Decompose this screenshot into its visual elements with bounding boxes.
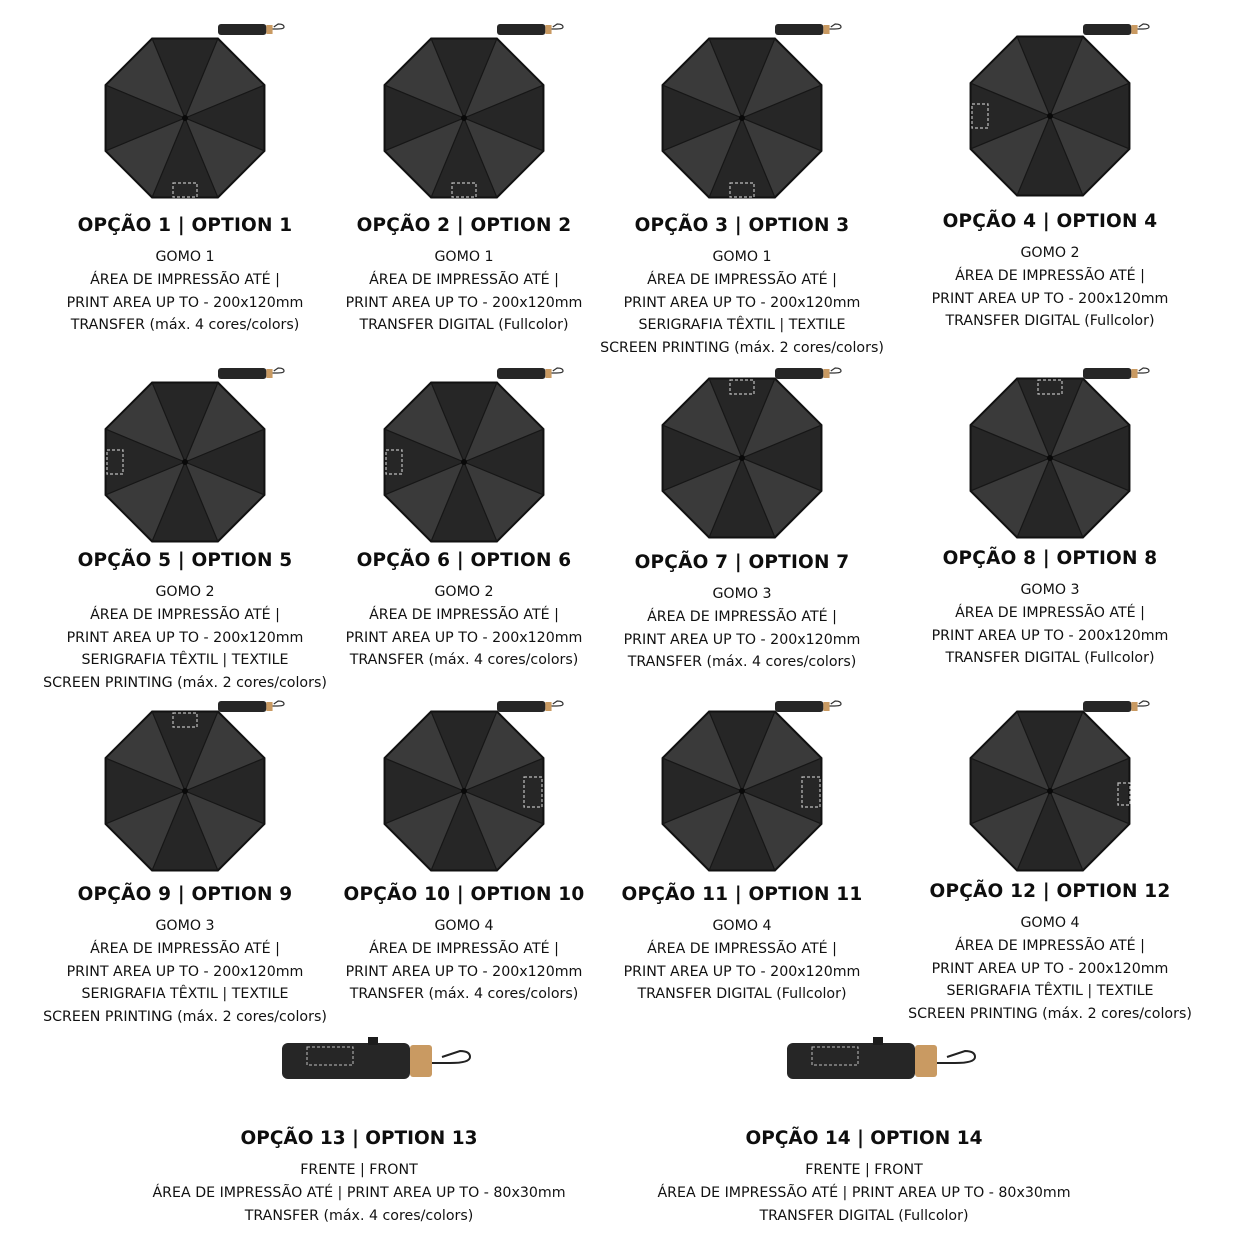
option-detail-line: SERIGRAFIA TÊXTIL | TEXTILE (638, 317, 846, 334)
closed-umbrella-icon (1083, 364, 1165, 384)
option-detail-line: PRINT AREA UP TO - 200x120mm (623, 963, 861, 980)
option-detail-line: ÁREA DE IMPRESSÃO ATÉ | (955, 604, 1145, 621)
option-detail-line: TRANSFER (máx. 4 cores/colors) (349, 652, 579, 669)
option-detail-line: SCREEN PRINTING (máx. 2 cores/colors) (908, 1006, 1192, 1023)
closed-umbrella-icon (282, 1035, 482, 1085)
option-detail-line: PRINT AREA UP TO - 200x120mm (66, 963, 304, 980)
option-detail-line: ÁREA DE IMPRESSÃO ATÉ | (369, 606, 559, 623)
option-detail-line: SCREEN PRINTING (máx. 2 cores/colors) (43, 675, 327, 692)
option-detail-line: PRINT AREA UP TO - 200x120mm (931, 627, 1169, 644)
option-detail-line: TRANSFER DIGITAL (Fullcolor) (759, 1208, 969, 1225)
option-title: OPÇÃO 7 | OPTION 7 (634, 552, 850, 573)
option-detail-line: TRANSFER DIGITAL (Fullcolor) (945, 650, 1155, 667)
option-title: OPÇÃO 1 | OPTION 1 (77, 215, 293, 236)
option-details (870, 579, 1230, 670)
closed-umbrella-icon (787, 1035, 987, 1085)
option-details (870, 912, 1230, 1026)
option-detail-line: PRINT AREA UP TO - 200x120mm (66, 629, 304, 646)
closed-umbrella-icon (1083, 697, 1165, 717)
option-detail-line: ÁREA DE IMPRESSÃO ATÉ | PRINT AREA UP TO - 80x30mm (657, 1185, 1071, 1202)
option-title: OPÇÃO 10 | OPTION 10 (343, 884, 585, 905)
umbrella-top-view-icon (334, 352, 594, 572)
option-detail-line: ÁREA DE IMPRESSÃO ATÉ | (369, 940, 559, 957)
option-details (562, 583, 922, 674)
option-title: OPÇÃO 2 | OPTION 2 (356, 215, 572, 236)
option-detail-line: TRANSFER (máx. 4 cores/colors) (244, 1208, 474, 1225)
option-title: OPÇÃO 9 | OPTION 9 (77, 884, 293, 905)
option-details (99, 1159, 619, 1229)
option-detail-line: SERIGRAFIA TÊXTIL | TEXTILE (81, 986, 289, 1003)
option-detail-line: FRENTE | FRONT (805, 1162, 923, 1178)
option-detail-line: ÁREA DE IMPRESSÃO ATÉ | (647, 608, 837, 625)
option-detail-line: ÁREA DE IMPRESSÃO ATÉ | (647, 940, 837, 957)
closed-umbrella-icon (1083, 20, 1165, 40)
option-detail-line: GOMO 2 (434, 584, 494, 600)
option-detail-line: FRENTE | FRONT (300, 1162, 418, 1178)
option-detail-line: ÁREA DE IMPRESSÃO ATÉ | (369, 271, 559, 288)
option-detail-line: GOMO 4 (1020, 915, 1080, 931)
closed-umbrella-icon (497, 364, 579, 384)
option-detail-line: GOMO 1 (434, 249, 494, 265)
option-detail-line: ÁREA DE IMPRESSÃO ATÉ | (90, 606, 280, 623)
option-detail-line: PRINT AREA UP TO - 200x120mm (623, 631, 861, 648)
option-detail-line: TRANSFER DIGITAL (Fullcolor) (945, 313, 1155, 330)
option-detail-line: PRINT AREA UP TO - 200x120mm (345, 629, 583, 646)
option-title: OPÇÃO 14 | OPTION 14 (745, 1128, 983, 1149)
option-detail-line: SCREEN PRINTING (máx. 2 cores/colors) (43, 1009, 327, 1026)
closed-umbrella-icon (497, 697, 579, 717)
option-detail-line: GOMO 3 (155, 918, 215, 934)
closed-umbrella-icon (218, 697, 300, 717)
option-detail-line: PRINT AREA UP TO - 200x120mm (931, 290, 1169, 307)
option-detail-line: GOMO 1 (155, 249, 215, 265)
option-details (604, 1159, 1124, 1229)
option-title: OPÇÃO 12 | OPTION 12 (929, 881, 1171, 902)
umbrella-top-view-icon (55, 352, 315, 572)
closed-umbrella-icon (497, 20, 579, 40)
option-detail-line: GOMO 4 (712, 918, 772, 934)
option-title: OPÇÃO 8 | OPTION 8 (942, 548, 1158, 569)
option-title: OPÇÃO 5 | OPTION 5 (77, 550, 293, 571)
closed-umbrella-icon (218, 364, 300, 384)
option-detail-line: ÁREA DE IMPRESSÃO ATÉ | (955, 267, 1145, 284)
option-detail-line: GOMO 3 (712, 586, 772, 602)
option-detail-line: SERIGRAFIA TÊXTIL | TEXTILE (946, 983, 1154, 1000)
option-detail-line: ÁREA DE IMPRESSÃO ATÉ | PRINT AREA UP TO - 80x30mm (152, 1185, 566, 1202)
option-title: OPÇÃO 11 | OPTION 11 (621, 884, 863, 905)
option-detail-line: TRANSFER (máx. 4 cores/colors) (70, 317, 300, 334)
option-detail-line: SCREEN PRINTING (máx. 2 cores/colors) (600, 340, 884, 357)
option-detail-line: PRINT AREA UP TO - 200x120mm (345, 963, 583, 980)
option-detail-line: ÁREA DE IMPRESSÃO ATÉ | (90, 271, 280, 288)
option-details (562, 246, 922, 360)
umbrella-top-view-icon (612, 8, 872, 228)
closed-umbrella-icon (775, 20, 857, 40)
closed-umbrella-icon (218, 20, 300, 40)
option-detail-line: TRANSFER DIGITAL (Fullcolor) (359, 317, 569, 334)
option-detail-line: PRINT AREA UP TO - 200x120mm (931, 960, 1169, 977)
option-detail-line: PRINT AREA UP TO - 200x120mm (623, 294, 861, 311)
umbrella-top-view-icon (55, 8, 315, 228)
option-detail-line: ÁREA DE IMPRESSÃO ATÉ | (647, 271, 837, 288)
option-detail-line: SERIGRAFIA TÊXTIL | TEXTILE (81, 652, 289, 669)
option-detail-line: GOMO 2 (1020, 245, 1080, 261)
option-detail-line: PRINT AREA UP TO - 200x120mm (345, 294, 583, 311)
option-detail-line: ÁREA DE IMPRESSÃO ATÉ | (90, 940, 280, 957)
option-details (562, 915, 922, 1006)
option-detail-line: TRANSFER (máx. 4 cores/colors) (349, 986, 579, 1003)
option-title: OPÇÃO 13 | OPTION 13 (240, 1128, 478, 1149)
option-title: OPÇÃO 6 | OPTION 6 (356, 550, 572, 571)
closed-umbrella-icon (775, 697, 857, 717)
option-detail-line: GOMO 4 (434, 918, 494, 934)
option-detail-line: GOMO 3 (1020, 582, 1080, 598)
option-detail-line: GOMO 1 (712, 249, 772, 265)
option-detail-line: PRINT AREA UP TO - 200x120mm (66, 294, 304, 311)
umbrella-top-view-icon (334, 8, 594, 228)
option-title: OPÇÃO 3 | OPTION 3 (634, 215, 850, 236)
option-details (870, 242, 1230, 333)
option-detail-line: ÁREA DE IMPRESSÃO ATÉ | (955, 937, 1145, 954)
option-title: OPÇÃO 4 | OPTION 4 (942, 211, 1158, 232)
closed-umbrella-icon (775, 364, 857, 384)
option-detail-line: GOMO 2 (155, 584, 215, 600)
option-detail-line: TRANSFER DIGITAL (Fullcolor) (637, 986, 847, 1003)
option-detail-line: TRANSFER (máx. 4 cores/colors) (627, 654, 857, 671)
